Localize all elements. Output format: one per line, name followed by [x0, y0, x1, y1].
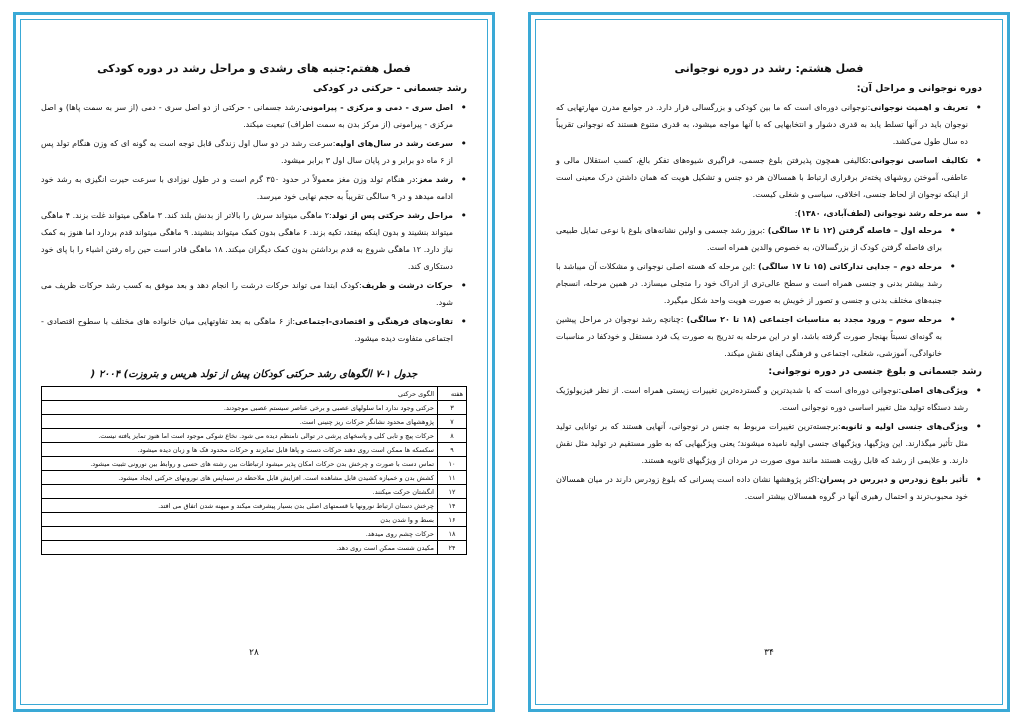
- week-cell: ۲۴: [438, 541, 467, 555]
- table-header-row: [42, 387, 467, 401]
- table-row: [42, 457, 467, 471]
- list-item: [41, 171, 467, 205]
- section-title: رشد جسمانی و بلوغ جنسی در دوره نوجوانی:: [768, 366, 982, 377]
- pattern-cell: چرخش دستان ارتباط نورونها با قسمتهای اصلی بدن بسیار پیشرفت میکند و میهنه شدن اتفاق می افتد.: [42, 499, 438, 513]
- list-item: [41, 135, 467, 169]
- sub-list-item: [556, 258, 956, 309]
- item-heading: مرحله سوم – ورود مجدد به مناسبات اجتماعی (۱۸ تا ۲۰ سالگی): [686, 315, 943, 324]
- left-page: [13, 12, 495, 712]
- page-number: ۲۸: [249, 648, 259, 658]
- section-title: رشد جسمانی - حرکتی در کودکی: [312, 83, 467, 94]
- pattern-cell: تماس دست با صورت و چرخش بدن حرکات امکان پذیر میشود ارتباطات بین رشته های حسی و روابط بین نورونی تثبیت میشود.: [42, 457, 438, 471]
- pattern-cell: سکسکه ها ممکن است روی دهند حرکات دست و پاها قابل تمایزند و حرکات محدود فک ها و زبان دیده میشود.: [42, 443, 438, 457]
- table-row: [42, 471, 467, 485]
- list-item: [41, 207, 467, 275]
- item-heading: مرحله اول – فاصله گرفتن (۱۲ تا ۱۴ سالگی): [767, 226, 943, 235]
- list-item: [556, 471, 982, 505]
- week-cell: ۷: [438, 415, 467, 429]
- item-heading: سه مرحله رشد نوجوانی (لطف‌آبادی، ۱۳۸۰): [797, 209, 968, 218]
- week-cell: ۱۲: [438, 485, 467, 499]
- item-heading: مراحل رشد حرکتی پس از تولد: [331, 211, 454, 220]
- week-cell: ۱۴: [438, 499, 467, 513]
- list-item: [41, 99, 467, 133]
- sub-list-item: [556, 222, 956, 256]
- pattern-cell: پژوهشهای محدود نشانگر حرکات ریز چنینی است.: [42, 415, 438, 429]
- list-item: [556, 99, 982, 150]
- left-page-content: [41, 62, 467, 672]
- item-heading: تکالیف اساسی نوجوانی: [870, 156, 968, 165]
- section-title: دوره نوجوانی و مراحل آن:: [856, 83, 982, 94]
- sub-list-item: [556, 311, 956, 362]
- pattern-cell: بسط و وا شدن بدن: [42, 513, 438, 527]
- week-cell: ۱۰: [438, 457, 467, 471]
- item-text: :از ۶ ماهگی به بعد تفاوتهایی میان خانواده های مختلف با سطوح اقتصادی - اجتماعی متفاوت دیده میشود.: [41, 317, 453, 343]
- table-row: [42, 513, 467, 527]
- item-text: :نوجوانی دوره‌ای است که ما بین کودکی و بزرگسالی قرار دارد. در جوامع مدرن مهارتهایی که نوجوان باید در آنها تسلط یابد به قدری دشوار و انتخابهایی که با آنها مواجه میشود، به قدری متنوع هستند که نوجوانی تقریباً ده سال طول می‌کشد.: [556, 103, 968, 146]
- table-row: [42, 499, 467, 513]
- item-text: :بروز رشد جسمی و اولین نشانه‌های بلوغ با نوعی تمایل طبیعی برای فاصله گرفتن کودک از بزرگسالان، به خصوص والدین همراه است.: [556, 226, 942, 252]
- item-heading: تعریف و اهمیت نوجوانی: [870, 103, 968, 112]
- item-heading: تفاوت‌های فرهنگی و اقتصادی-اجتماعی: [295, 317, 453, 326]
- table-row: [42, 485, 467, 499]
- pattern-cell: کشش بدن و خمیازه کشیدن قابل مشاهده است. افزایش قابل ملاحظه در سیناپس های نورونهای حرکتی ایجاد میشود.: [42, 471, 438, 485]
- pattern-cell: حرکتی وجود ندارد اما سلولهای عصبی و برخی عناصر سیستم عصبی موجودند.: [42, 401, 438, 415]
- item-heading: سرعت رشد در سال‌های اولیه: [335, 139, 453, 148]
- list-item: [556, 382, 982, 416]
- pattern-cell: انگشتان حرکت میکنند.: [42, 485, 438, 499]
- item-text: :نوجوانی دوره‌ای است که با شدیدترین و گسترده‌ترین تغییرات زیستی همراه است. از نظر فیزیولوژیک رشد دستگاه تولید مثل تغییر اساسی دوره نوجوانی است.: [556, 386, 968, 412]
- item-heading: اصل سری - دمی و مرکزی - پیرامونی: [302, 103, 454, 112]
- right-page: [528, 12, 1010, 712]
- pattern-cell: حرکات پیچ و تابی کلی و پاسخهای پرشی در توالی نامنظم دیده می شود. نخاع شوکی موجود است اما هنوز تمایز یافته نیست.: [42, 429, 438, 443]
- bullet-list: [556, 382, 982, 505]
- list-item: [556, 152, 982, 203]
- chapter-title: فصل هفتم:جنبه های رشدی و مراحل رشد در دوره کودکی: [97, 62, 411, 75]
- table-caption: جدول ۱-۷ الگوهای رشد حرکتی کودکان پیش از تولد هریس و بتروزت) ۲۰۰۴ (: [90, 369, 418, 380]
- week-cell: ۳: [438, 401, 467, 415]
- sub-list: [556, 222, 968, 362]
- pattern-cell: حرکات چشم روی میدهد.: [42, 527, 438, 541]
- page-number: ۳۴: [764, 648, 774, 658]
- column-header-pattern: الگوی حرکتی: [42, 387, 438, 401]
- item-text: :۲ ماهگی میتواند سرش را بالاتر از بدنش بلند کند. ۳ ماهگی میتواند غلت بزند. ۴ ماهگی میتواند بنشیند و بدون اینکه بیفتد، تکیه بزند. ۶ ماهگی بدون کمک میتواند بنشیند. ۹ ماهگی میتواند قدم بردارد اما هنوز به کمک نیاز دارد. ۱۲ ماهگی شروع به قدم برداشتن بدون کمک دیگران میکند. ۱۸ ماهگی قادر است حین راه رفتن اشیاء را با پای خود دستکاری کند.: [41, 211, 454, 271]
- pattern-cell: مکیدن شست ممکن است روی دهد.: [42, 541, 438, 555]
- table-row: [42, 415, 467, 429]
- week-cell: ۱۱: [438, 471, 467, 485]
- item-heading: ویژگی‌های جنسی اولیه و ثانویه: [840, 422, 968, 431]
- motor-patterns-table: [41, 386, 467, 555]
- item-text: :: [794, 209, 798, 218]
- item-heading: تأثیر بلوغ زودرس و دیررس در پسران: [819, 475, 969, 484]
- list-item: [41, 313, 467, 347]
- table-row: [42, 527, 467, 541]
- week-cell: ۱۸: [438, 527, 467, 541]
- table-row: [42, 429, 467, 443]
- item-text: :کودک ابتدا می تواند حرکات درشت را انجام دهد و بعد موفق به کسب رشد حرکات ظریف می شود.: [41, 281, 453, 307]
- item-text: :سرعت رشد در دو سال اول زندگی قابل توجه است به گونه ای که وزن هنگام تولد پس از ۶ ماه دو برابر و در پایان سال اول ۳ برابر میشود.: [41, 139, 453, 165]
- week-cell: ۹: [438, 443, 467, 457]
- bullet-list: [556, 99, 982, 362]
- item-text: :اکثر پژوهشها نشان داده است پسرانی که بلوغ زودرس دارند در میان همسالان خود محبوب‌ترند و احتمال رهبری آنها در گروه همسالان بیشتر است.: [556, 475, 968, 501]
- list-item: [41, 277, 467, 311]
- week-cell: ۱۶: [438, 513, 467, 527]
- list-item: [556, 205, 982, 362]
- item-heading: رشد مغز: [418, 175, 454, 184]
- table-row: [42, 443, 467, 457]
- bullet-list: [41, 99, 467, 347]
- item-heading: ویژگی‌های اصلی: [901, 386, 969, 395]
- item-text: :برجسته‌ترین تغییرات مربوط به جنس در نوجوانی، آنهایی هستند که بر توانایی تولید مثل تأثیر میگذارند. این ویژگیها، ویژگیهای جنسی اولیه نامیده میشوند؛ یعنی ویژگیهایی که به طور مستقیم در تولید مثل نقش دارند. و علایمی از رشد که قابل رؤیت هستند مانند موی صورت در مردان از ویژگیهای ثانویه هستند.: [556, 422, 968, 465]
- list-item: [556, 418, 982, 469]
- column-header-week: هفته: [438, 387, 467, 401]
- item-heading: حرکات درشت و ظریف: [361, 281, 453, 290]
- item-text: :در هنگام تولد وزن مغز معمولاً در حدود ۳۵۰ گرم است و در طول نوزادی با سرعت حیرت انگیزی به رشد خود ادامه میدهد و در ۹ سالگی تقریباً به حجم نهایی خود میرسد.: [41, 175, 453, 201]
- item-heading: مرحله دوم – جدایی تدارکاتی (۱۵ تا ۱۷ سالگی): [758, 262, 943, 271]
- item-text: :تکالیفی همچون پذیرفتن بلوغ جسمی، فراگیری شیوه‌های تفکر بالغ، کسب استقلال مالی و عاطفی، آموختن روشهای پخته‌تر برقراری ارتباط با همسالان هر دو جنس و تشکیل هویت که همان داشتن درک معینی است از اینکه نوجوان از لحاظ جنسی، اخلاقی، سیاسی و شغلی کیست.: [556, 156, 968, 199]
- table-row: [42, 401, 467, 415]
- table-row: [42, 541, 467, 555]
- item-text: :این مرحله که هسته اصلی نوجوانی و مشکلات آن میباشد با رشد بیشتر بدنی و جنسی همراه است و سطح عالی‌تری از ادراک خود را متجلی میسازد. در همین مرحله، انسجام جنبه‌های مختلف بدنی و جنسی و تصور از خویش به صورت هویت واحد شکل میگیرد.: [556, 262, 942, 305]
- right-page-content: [556, 62, 982, 672]
- week-cell: ۸: [438, 429, 467, 443]
- chapter-title: فصل هشتم: رشد در دوره نوجوانی: [674, 62, 864, 75]
- item-text: :رشد جسمانی - حرکتی از دو اصل سری - دمی (از سر به سمت پاها) و اصل مرکزی - پیرامونی (از مرکز بدن به سمت اطراف) تبعیت میکند.: [41, 103, 453, 129]
- item-text: :چنانچه رشد نوجوان در مراحل پیشین به گونه‌ای نسبتاً بهنجار صورت گرفته باشد، او در این مرحله به تدریج به صورت یک فرد مستقل و خودکفا در مناسبات خانوادگی، آموزشی، شغلی، اجتماعی و فرهنگی ایفای نقش میکند.: [556, 315, 942, 358]
